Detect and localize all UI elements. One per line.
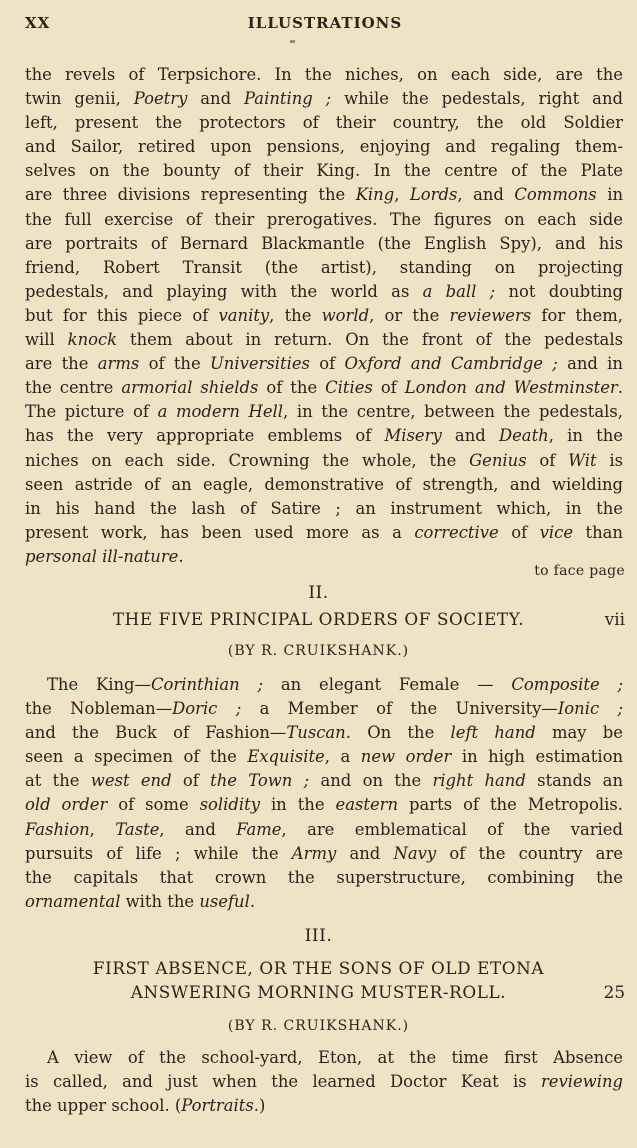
section1-text <box>25 63 623 569</box>
text-line: pedestals, and playing with the world as a ball ; not doubting <box>25 281 623 301</box>
text-line: left, present the protectors of their country, the old Soldier <box>25 113 623 133</box>
text-line: A view of the school-yard, Eton, at the time first Absence <box>47 1048 623 1067</box>
text-line: personal ill-nature. <box>25 546 184 566</box>
text-line: will knock them about in return. On the front of the pedestals <box>25 330 623 350</box>
text-line: The King—Corinthian ; an elegant Female — Composite ; <box>47 675 623 694</box>
text-line: are the arms of the Universities of Oxford and Cambridge ; and in <box>25 354 623 374</box>
section3-byline: (BY R. CRUIKSHANK.) <box>227 1018 410 1034</box>
text-line: in his hand the lash of Satire ; an instrument which, in the <box>25 498 623 518</box>
section3-numeral: III. <box>304 926 333 946</box>
text-line: the full exercise of their prerogatives. The figures on each side <box>25 209 623 229</box>
section3-title-line1: FIRST ABSENCE, OR THE SONS OF OLD ETONA <box>92 958 545 978</box>
text-line: seen a specimen of the Exquisite, a new order in high estimation <box>25 747 623 767</box>
section2-byline: (BY R. CRUIKSHANK.) <box>227 643 410 659</box>
text-line: niches on each side. Crowning the whole, the Genius of Wit is <box>25 450 623 470</box>
text-line: The picture of a modern Hell, in the centre, between the pedestals, <box>25 402 623 422</box>
face-page-label: to face page <box>534 563 625 579</box>
text-line: the centre armorial shields of the Cities of London and Westminster. <box>25 378 623 398</box>
text-line: Fashion, Taste, and Fame, are emblematical of the varied <box>25 819 623 839</box>
text-line: the upper school. (Portraits.) <box>25 1096 266 1116</box>
section3-text <box>25 1046 623 1118</box>
page-header <box>25 14 625 38</box>
text-line: the revels of Terpsichore. In the niches, on each side, are the <box>25 65 623 84</box>
text-line: present work, has been used more as a corrective of vice than <box>25 522 623 542</box>
text-line: old order of some solidity in the eastern parts of the Metropolis. <box>25 795 623 815</box>
text-line: the capitals that crown the superstructure, combining the <box>25 867 623 887</box>
section3-page-number: 25 <box>603 982 625 1002</box>
section2-page-number: vii <box>604 609 625 629</box>
text-line: friend, Robert Transit (the artist), standing on projecting <box>25 257 623 277</box>
running-title: ILLUSTRATIONS <box>247 14 403 32</box>
ink-mark <box>290 40 295 43</box>
text-line: and the Buck of Fashion—Tuscan. On the left hand may be <box>25 723 623 743</box>
text-line: the Nobleman—Doric ; a Member of the University—Ionic ; <box>25 699 623 719</box>
text-line: and Sailor, retired upon pensions, enjoying and regaling them- <box>25 137 623 157</box>
text-line: are three divisions representing the King, Lords, and Commons in <box>25 185 623 205</box>
text-line: are portraits of Bernard Blackmantle (the English Spy), and his <box>25 233 623 253</box>
text-line: but for this piece of vanity, the world, or the reviewers for them, <box>25 305 623 325</box>
text-line: ornamental with the useful. <box>25 891 256 911</box>
text-line: seen astride of an eagle, demonstrative of strength, and wielding <box>25 474 623 494</box>
text-line: pursuits of life ; while the Army and Navy of the country are <box>25 843 623 863</box>
section2-text <box>25 673 623 914</box>
text-line: twin genii, Poetry and Painting ; while the pedestals, right and <box>25 89 623 109</box>
text-line: is called, and just when the learned Doctor Keat is reviewing <box>25 1072 623 1092</box>
section2-title: THE FIVE PRINCIPAL ORDERS OF SOCIETY. <box>112 609 525 629</box>
text-line: has the very appropriate emblems of Misery and Death, in the <box>25 426 623 446</box>
page-folio: XX <box>25 14 51 32</box>
section3-title-line2: ANSWERING MORNING MUSTER-ROLL. <box>130 982 507 1002</box>
text-line: at the west end of the Town ; and on the right hand stands an <box>25 771 623 791</box>
text-line: selves on the bounty of their King. In the centre of the Plate <box>25 161 623 181</box>
section2-numeral: II. <box>308 583 329 603</box>
